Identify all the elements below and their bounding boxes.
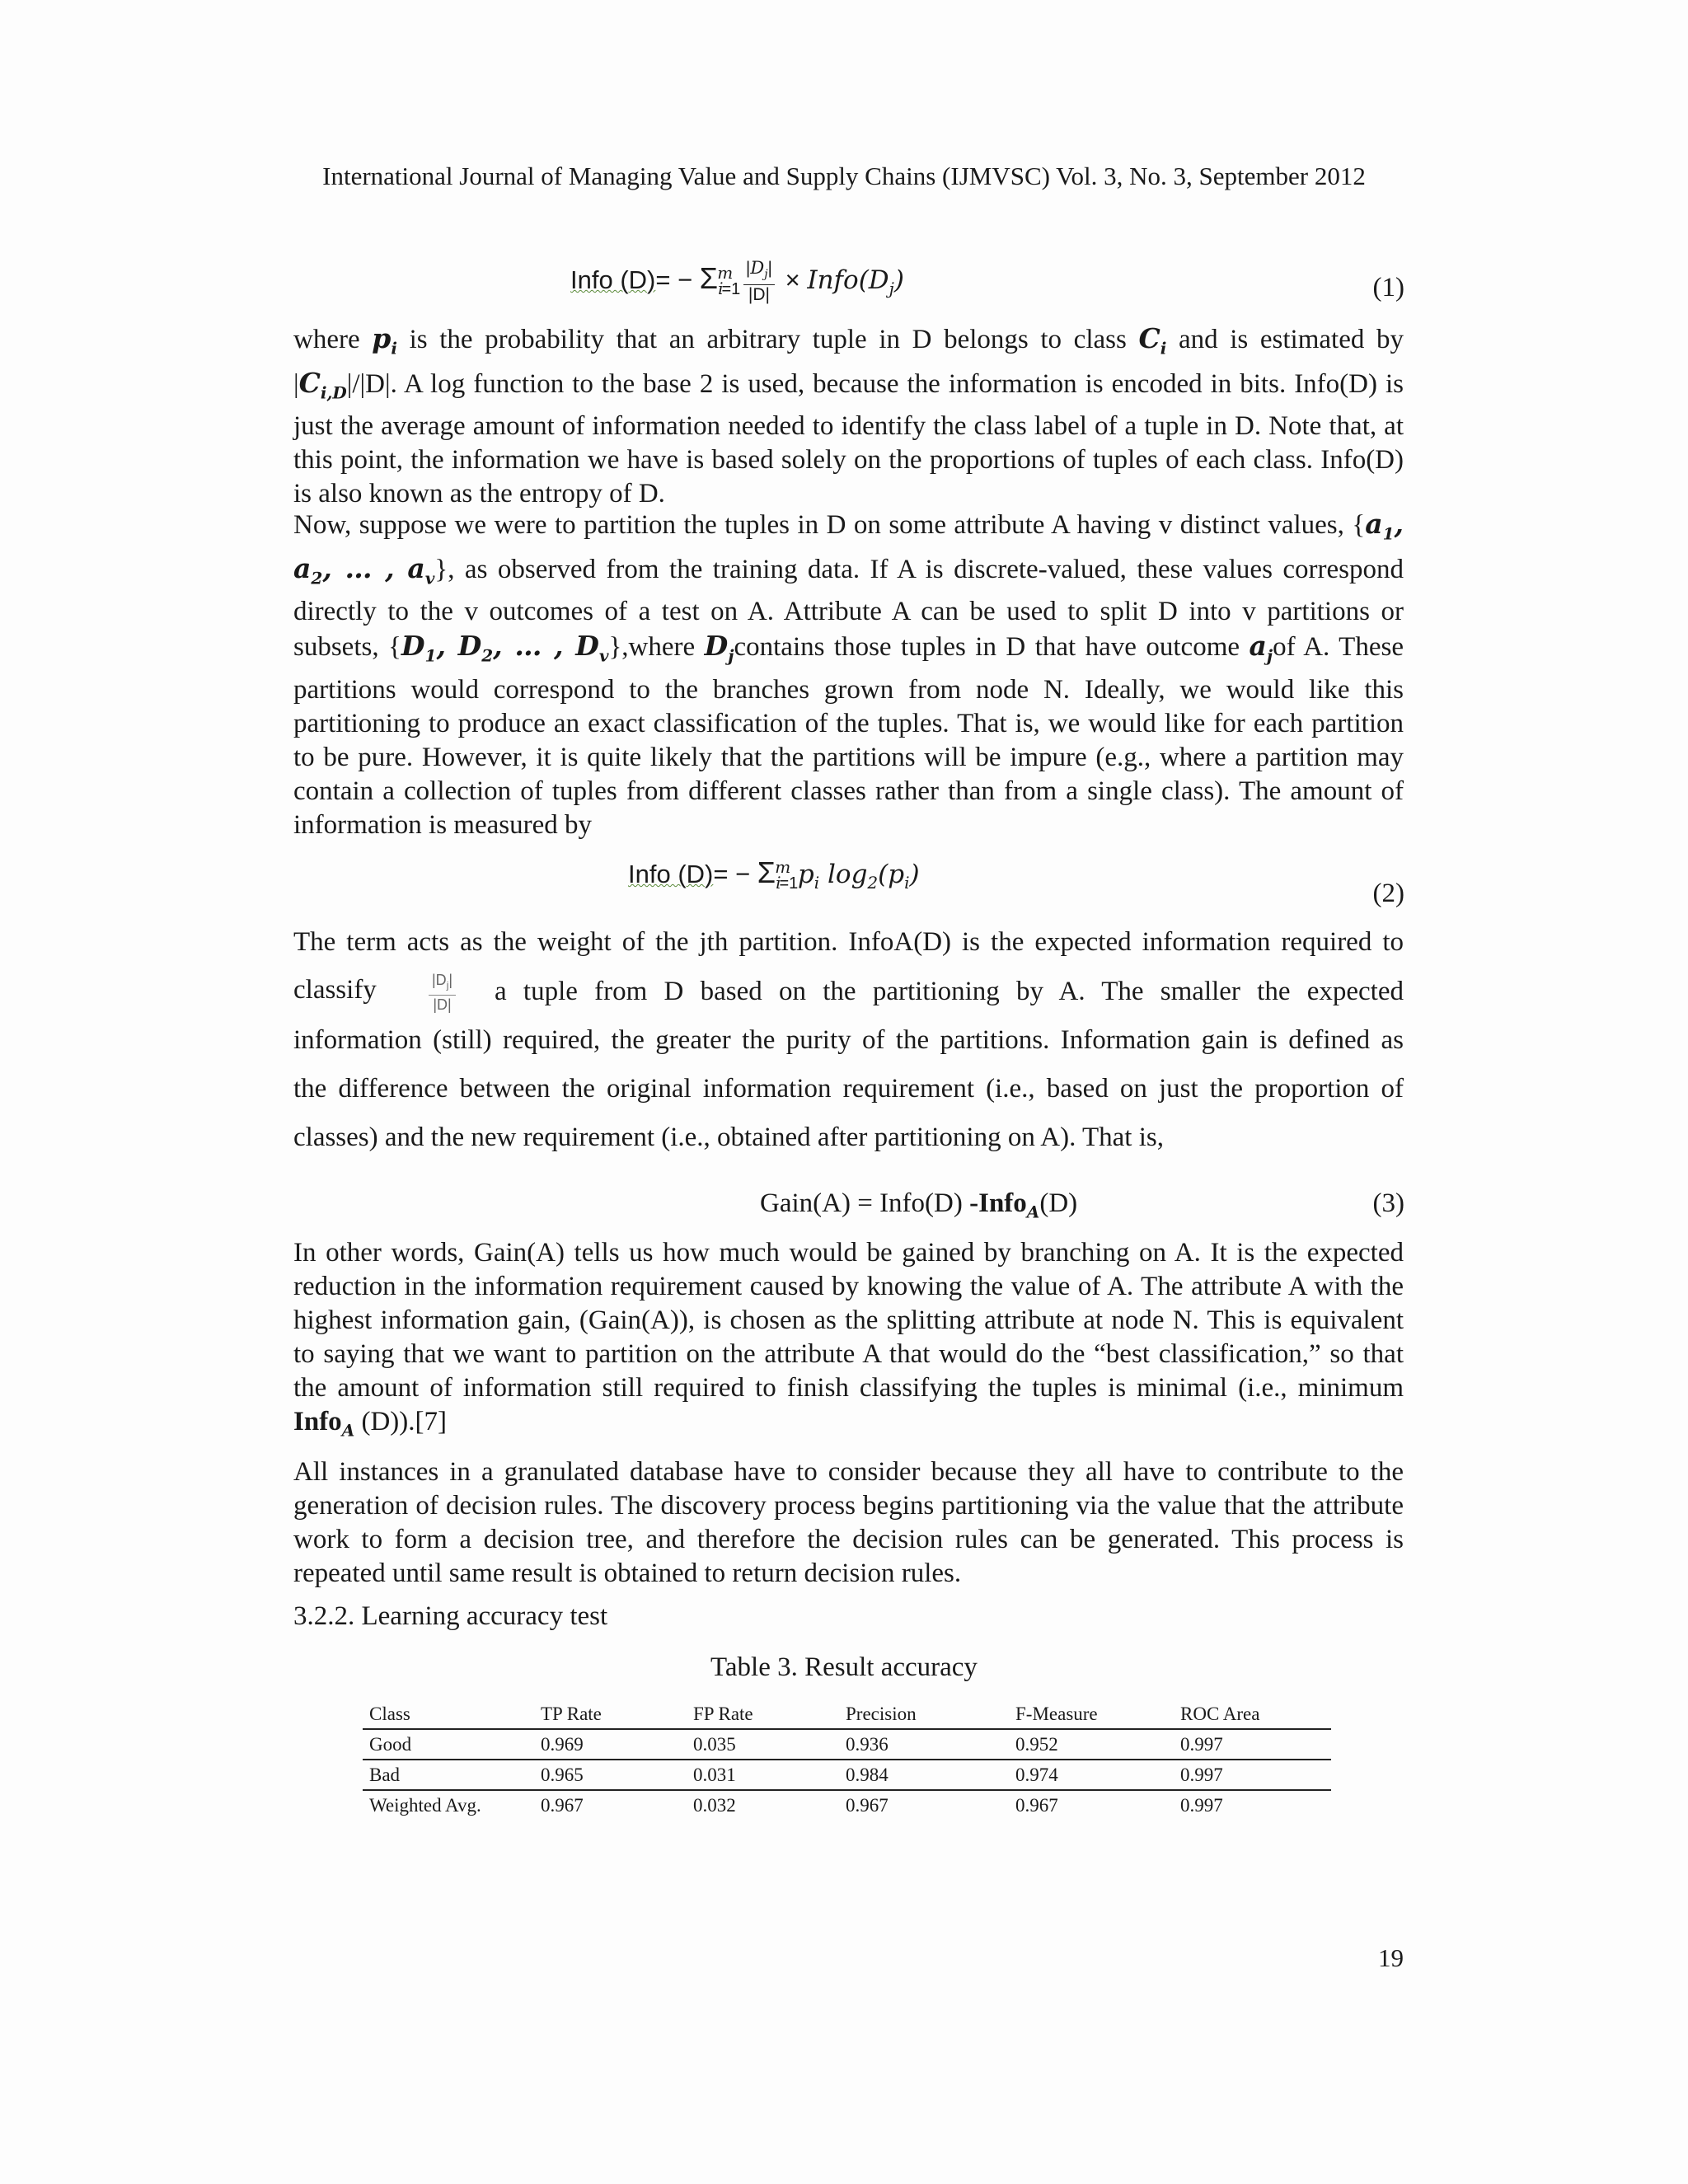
paragraph-3-line-2: a tuple from D based on the partitioning by A. The smaller the expected	[495, 977, 1404, 1006]
equation-2	[0, 854, 1688, 908]
symbol-a-j: $a_j$	[1249, 630, 1273, 666]
result-accuracy-table	[363, 1699, 1331, 1820]
dj-over-d-fraction: $\frac{|D_j|}{|D|}$	[429, 971, 456, 1014]
header-class: Class	[363, 1699, 534, 1729]
symbol-info-a: Info$_A$	[293, 1407, 355, 1441]
header-f-measure: F-Measure	[1009, 1699, 1174, 1729]
eq1-fraction: $\frac{|D_j|}{|D|}$	[743, 258, 775, 305]
header-roc-area: ROC Area	[1174, 1699, 1331, 1729]
table-cell: 0.997	[1180, 1795, 1223, 1816]
equation-1-expression: Info $(D)= - \Sigma_{i=1}^m$ $\frac{|D_j|}{|D|}$ × $Info(D_j)$	[570, 258, 904, 305]
page-number: 19	[1378, 1943, 1404, 1972]
table-cell: 0.969	[534, 1729, 687, 1760]
equation-2-number: (2)	[1372, 879, 1404, 908]
eq1-label: Info (D)	[570, 265, 656, 294]
eq2-label: Info (D)	[628, 860, 714, 888]
table-cell: 0.936	[839, 1729, 1009, 1760]
table-cell: Good	[363, 1729, 534, 1760]
symbol-a-set: $a_1$, $a_2$, … , $a_v$	[293, 508, 1404, 588]
table-cell: 0.997	[1174, 1760, 1331, 1790]
section-heading: 3.2.2. Learning accuracy test	[293, 1601, 608, 1631]
paragraph-partition: Now, suppose we were to partition the tuples in D on some attribute A having v distinct values, {$a_1$, $a_2$, … , $a_v$}, as observed from the training data. If A is discrete-valued, these values correspond directly to the v outcomes of a test on A. Attribute A can be used to split D into v partitions or subsets, {$D_1$, $D_2$, … , $D_v\},where$ $D_jcontains$ those tuples in D that have outcome $a_jof$ A. These partitions would correspond to the branches grown from node N. Ideally, we would like this partitioning to produce an exact classification of the tuples. That is, we would like for each partition to be pure. However, it is quite likely that the partitions will be impure (e.g., where a partition may contain a collection of tuples from different classes rather than from a single class). The amount of information is measured by	[293, 508, 1404, 840]
paragraph-3-line-4: the difference between the original information requirement (i.e., based on just the proportion of	[293, 1074, 1404, 1104]
symbol-d-j: $D_j$	[704, 630, 734, 666]
symbol-p-i: $p_i$	[372, 322, 397, 359]
table-row	[363, 1729, 1331, 1760]
table-cell: 0.984	[839, 1760, 1009, 1790]
symbol-c-i-d: $C_{i,D}$	[298, 366, 347, 403]
table-row	[363, 1760, 1331, 1790]
classify-word: classify	[293, 975, 377, 1005]
equation-1-number: (1)	[1372, 273, 1404, 302]
paragraph-entropy: where $p_i$ is the probability that an arbitrary tuple in D belongs to class $C_i$ and is estimated by $|C_{i,D}|/|D|$. A log function to the base 2 is used, because the information is encoded in bits. Info(D) is just the average amount of information needed to identify the class label of a tuple in D. Note that, at this point, the information we have is based solely on the proportions of tuples of each class. Info(D) is also known as the entropy of D.	[293, 322, 1404, 509]
table-cell: 0.997	[1174, 1729, 1331, 1760]
paragraph-granulated: All instances in a granulated database have to consider because they all have to contribute to the generation of decision rules. The discovery process begins partitioning via the value that the attribute work to form a decision tree, and therefore the decision rules can be generated. This process is repeated until same result is obtained to return decision rules.	[293, 1457, 1404, 1588]
header-tp-rate: TP Rate	[534, 1699, 687, 1729]
table-caption: Table 3. Result accuracy	[710, 1652, 978, 1682]
paragraph-3-line-5: classes) and the new requirement (i.e., obtained after partitioning on A). That is,	[293, 1122, 1164, 1152]
paragraph-3-line-1: The term acts as the weight of the jth partition. InfoA(D) is the expected information required to	[293, 927, 1404, 957]
journal-header: International Journal of Managing Value and Supply Chains (IJMVSC) Vol. 3, No. 3, September 2012	[322, 162, 1366, 190]
paragraph-gain: In other words, Gain(A) tells us how much would be gained by branching on A. It is the expected reduction in the information requirement caused by knowing the value of A. The attribute A with the highest information gain, (Gain(A)), is chosen as the splitting attribute at node N. This is equivalent to saying that we want to partition on the attribute A that would do the “best classification,” so that the amount of information still required to finish classifying the tuples is minimal (i.e., minimum Info$_A$ (D)).[7]	[293, 1238, 1404, 1441]
table-cell: 0.031	[687, 1760, 839, 1790]
equation-2-expression: Info $(D)= - \Sigma_{i=1}^m$ $p_i$ $\log_2(p_i)$	[628, 855, 920, 893]
table-cell: 0.967	[1015, 1795, 1058, 1816]
table-cell: Bad	[363, 1760, 534, 1790]
paragraph-3-line-3: information (still) required, the greater the purity of the partitions. Information gain is defined as	[293, 1025, 1404, 1055]
table-cell: Weighted Avg.	[369, 1795, 481, 1816]
equation-3-expression: Gain(A) = Info(D) -Info$_A$(D)	[760, 1188, 1078, 1222]
table-cell: 0.974	[1009, 1760, 1174, 1790]
table-cell: 0.035	[687, 1729, 839, 1760]
symbol-c-i: $C_i$	[1138, 322, 1167, 359]
table-cell: 0.965	[534, 1760, 687, 1790]
header-precision: Precision	[839, 1699, 1009, 1729]
equation-3	[0, 1188, 1688, 1238]
table-cell: 0.967	[846, 1795, 889, 1816]
table-cell: 0.032	[693, 1795, 736, 1816]
table-cell: 0.952	[1009, 1729, 1174, 1760]
table-row	[363, 1790, 1331, 1820]
table-header-row	[363, 1699, 1331, 1729]
equation-3-number: (3)	[1372, 1188, 1404, 1218]
symbol-d-set: $D_1$, $D_2$, … , $D_v$	[401, 630, 609, 666]
equation-1	[0, 251, 1688, 305]
header-fp-rate: FP Rate	[687, 1699, 839, 1729]
table-cell: 0.967	[541, 1795, 584, 1816]
